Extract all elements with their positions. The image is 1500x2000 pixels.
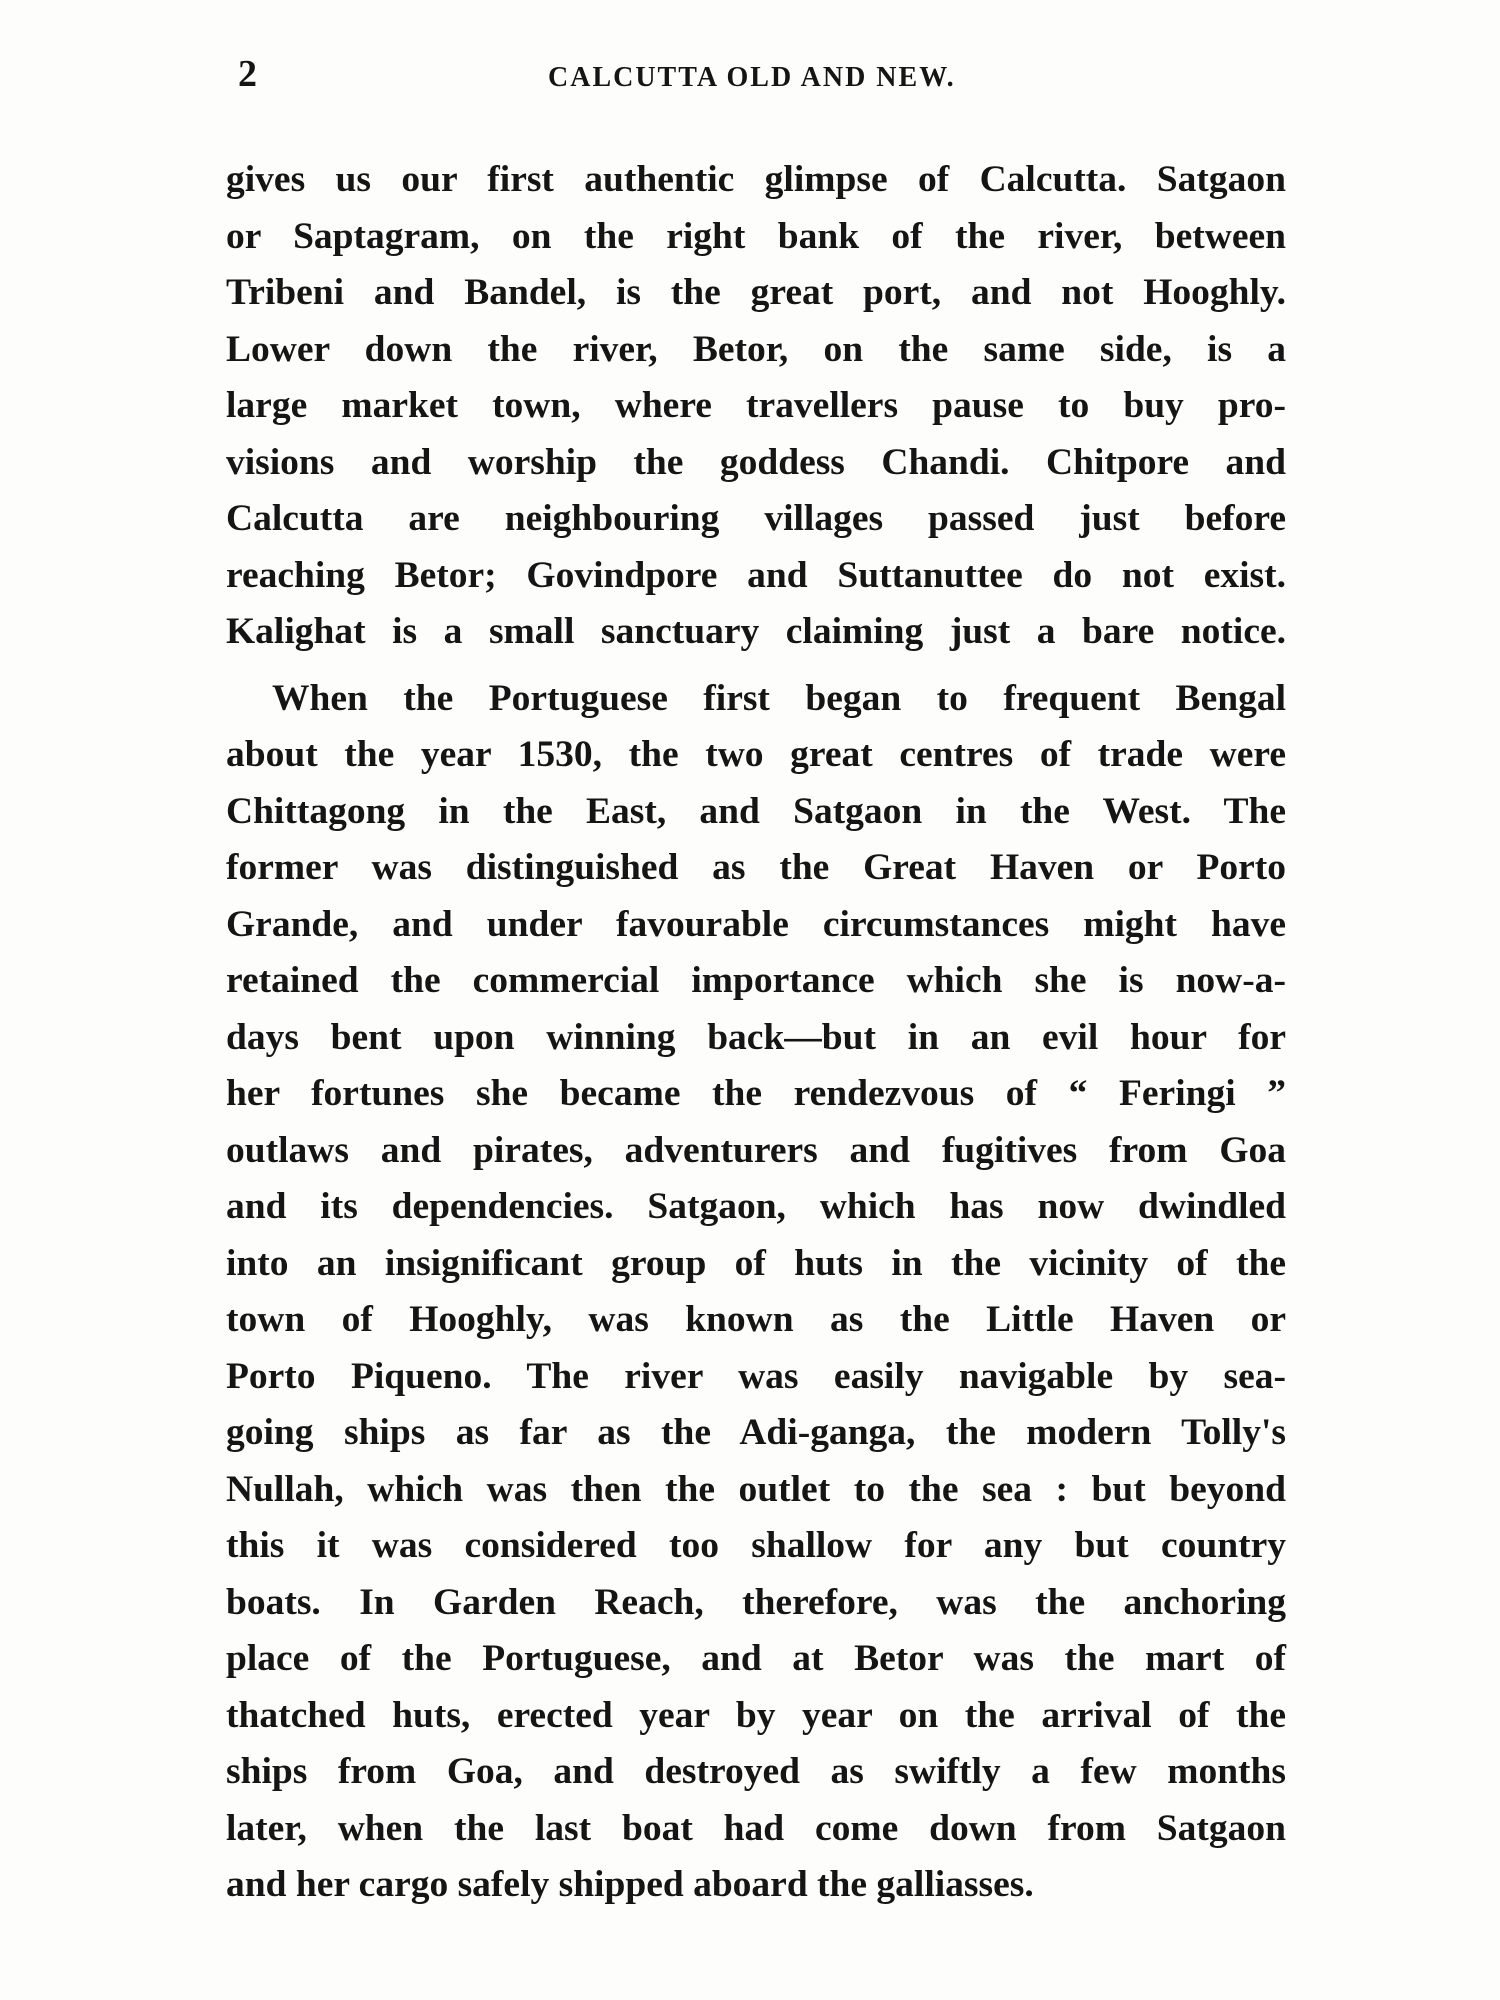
text-line: Nullah, which was then the outlet to the sea : but beyond xyxy=(226,1468,1286,1510)
text-line: and her cargo safely shipped aboard the galliasses. xyxy=(226,1864,1034,1905)
text-line: outlaws and pirates, adventurers and fugitives from Goa xyxy=(226,1129,1286,1171)
text-line: or Saptagram, on the right bank of the river, between xyxy=(226,215,1286,257)
text-line: going ships as far as the Adi-ganga, the modern Tolly's xyxy=(226,1412,1286,1453)
paragraph-gap xyxy=(226,661,1286,671)
text-line: town of Hooghly, was known as the Little Haven or xyxy=(226,1299,1286,1340)
paragraph-1 xyxy=(226,152,1286,661)
text-line: large market town, where travellers pause to buy pro- xyxy=(226,385,1286,426)
text-line: about the year 1530, the two great centres of trade were xyxy=(226,734,1286,775)
text-line: retained the commercial importance which she is now-a- xyxy=(226,960,1286,1001)
page-number: 2 xyxy=(238,53,257,95)
text-line: Kalighat is a small sanctuary claiming just a bare notice. xyxy=(226,611,1286,652)
text-line: place of the Portuguese, and at Betor was the mart of xyxy=(226,1638,1286,1679)
text-line: days bent upon winning back—but in an evil hour for xyxy=(226,1016,1286,1058)
text-line: thatched huts, erected year by year on the arrival of the xyxy=(226,1694,1286,1736)
page-header xyxy=(238,52,1286,112)
text-line: When the Portuguese first began to frequent Bengal xyxy=(272,677,1286,719)
text-line: Calcutta are neighbouring villages passed just before xyxy=(226,498,1286,539)
text-line: former was distinguished as the Great Haven or Porto xyxy=(226,847,1286,888)
text-line: Grande, and under favourable circumstances might have xyxy=(226,903,1286,945)
text-line: reaching Betor; Govindpore and Suttanuttee do not exist. xyxy=(226,554,1286,596)
text-line: her fortunes she became the rendezvous of “ Feringi ” xyxy=(226,1073,1286,1114)
text-line: Chittagong in the East, and Satgaon in the West. The xyxy=(226,790,1286,832)
text-line: boats. In Garden Reach, therefore, was the anchoring xyxy=(226,1581,1286,1623)
text-line: Lower down the river, Betor, on the same side, is a xyxy=(226,328,1286,370)
running-title: CALCUTTA OLD AND NEW. xyxy=(548,62,956,93)
paragraph-2 xyxy=(226,671,1286,1914)
text-line: ships from Goa, and destroyed as swiftly a few months xyxy=(226,1751,1286,1792)
text-line: gives us our first authentic glimpse of Calcutta. Satgaon xyxy=(226,159,1286,200)
text-line: Porto Piqueno. The river was easily navigable by sea- xyxy=(226,1355,1286,1397)
body-text xyxy=(226,152,1286,1914)
text-line: later, when the last boat had come down from Satgaon xyxy=(226,1807,1286,1849)
text-line: Tribeni and Bandel, is the great port, and not Hooghly. xyxy=(226,272,1286,313)
text-line: into an insignificant group of huts in the vicinity of the xyxy=(226,1242,1286,1284)
text-line: and its dependencies. Satgaon, which has now dwindled xyxy=(226,1186,1286,1227)
text-line: visions and worship the goddess Chandi. Chitpore and xyxy=(226,441,1286,483)
text-line: this it was considered too shallow for any but country xyxy=(226,1525,1286,1566)
